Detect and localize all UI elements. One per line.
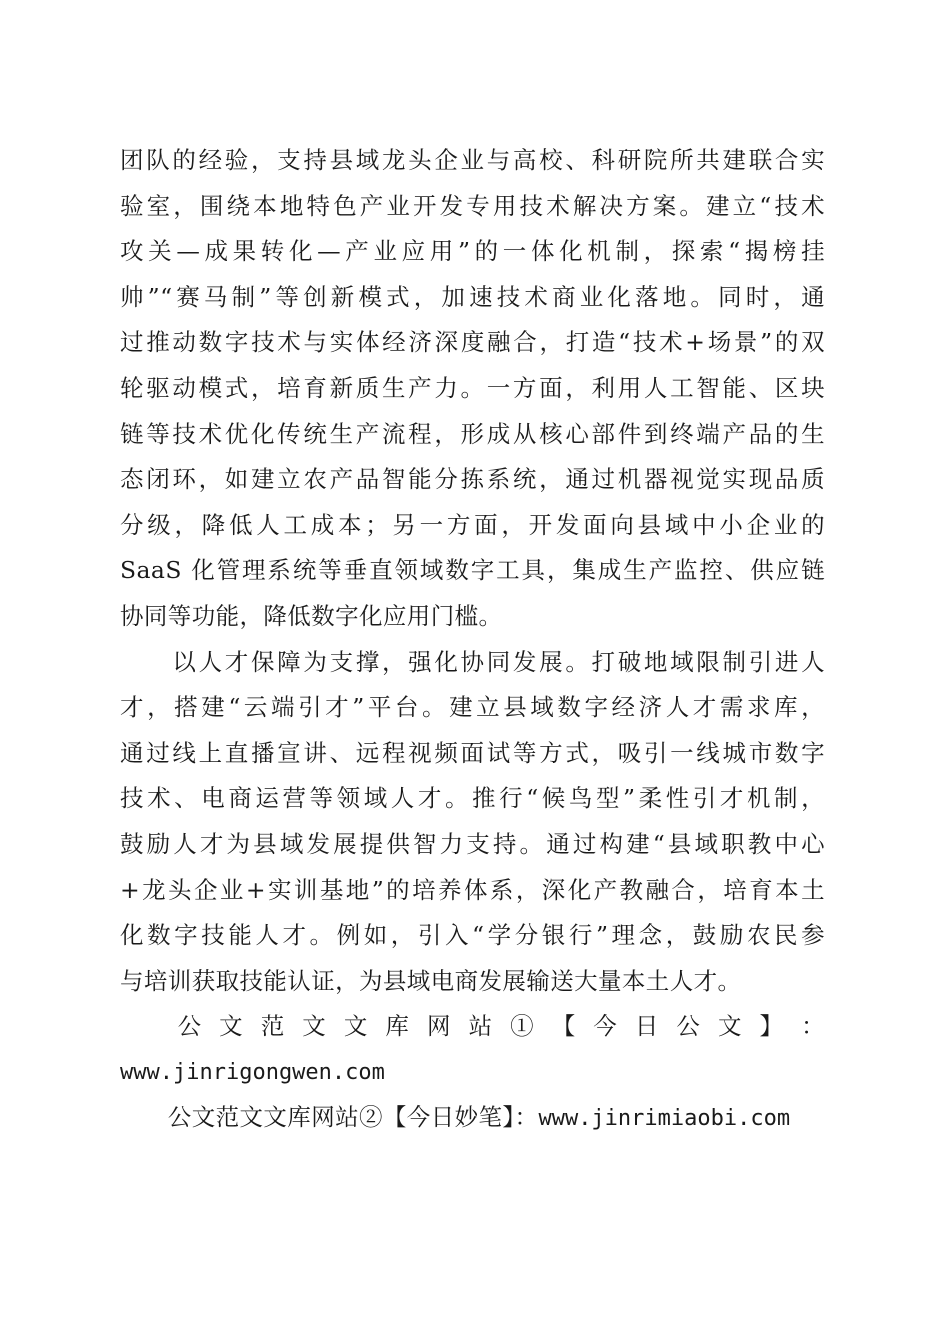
paragraph1-line: 协同等功能，降低数字化应用门槛。 [120,601,503,630]
footer-site2-label: 公文范文文库网站②【今日妙笔】： [120,1103,539,1132]
paragraph2-line: 鼓励人才为县域发展提供智力支持。通过构建“县域职教中心 [120,829,825,858]
paragraph1-line: 帅”“赛马制”等创新模式，加速技术商业化落地。同时，通 [120,282,825,311]
paragraph2-line: 与培训获取技能认证，为县域电商发展输送大量本土人才。 [120,966,742,995]
footer-site2-url[interactable]: www.jinrimiaobi.com [538,1106,791,1132]
paragraph2-line: 才，搭建“云端引才”平台。建立县域数字经济人才需求库， [120,693,825,722]
paragraph1-line: 链等技术优化传统生产流程，形成从核心部件到终端产品的生 [120,419,825,448]
footer-site1-url[interactable]: www.jinrigongwen.com [120,1059,385,1085]
paragraph-technology [120,138,825,640]
document-page [120,138,825,1141]
paragraph1-line: 态闭环，如建立农产品智能分拣系统，通过机器视觉实现品质 [120,465,825,494]
paragraph1-line: 团队的经验，支持县域龙头企业与高校、科研院所共建联合实 [120,146,825,174]
paragraph1-line: SaaS 化管理系统等垂直领域数字工具，集成生产监控、供应链 [120,556,825,585]
footer-site2 [120,1095,825,1141]
paragraph1-line: 分级，降低人工成本；另一方面，开发面向县域中小企业的 [120,510,825,539]
paragraph2-line: 通过线上直播宣讲、远程视频面试等方式，吸引一线城市数字 [120,738,825,767]
paragraph2-line: 技术、电商运营等领域人才。推行“候鸟型”柔性引才机制， [120,784,825,813]
paragraph2-line: +龙头企业+实训基地”的培养体系，深化产教融合，培育本土 [120,875,825,904]
paragraph1-line: 攻关—成果转化—产业应用”的一体化机制，探索“揭榜挂 [120,237,825,266]
footer-site1-label: 公 文 范 文 文 库 网 站 ① 【 今 日 公 文 】 ： [120,1012,825,1041]
paragraph1-line: 验室，围绕本地特色产业开发专用技术解决方案。建立“技术 [120,191,825,220]
paragraph-talent [120,640,825,1005]
paragraph1-line: 轮驱动模式，培育新质生产力。一方面，利用人工智能、区块 [120,373,825,402]
paragraph1-line: 过推动数字技术与实体经济深度融合，打造“技术+场景”的双 [120,328,825,357]
paragraph2-line: 以人才保障为支撑，强化协同发展。打破地域限制引进人 [120,647,825,676]
paragraph2-line: 化数字技能人才。例如，引入“学分银行”理念，鼓励农民参 [120,921,825,950]
